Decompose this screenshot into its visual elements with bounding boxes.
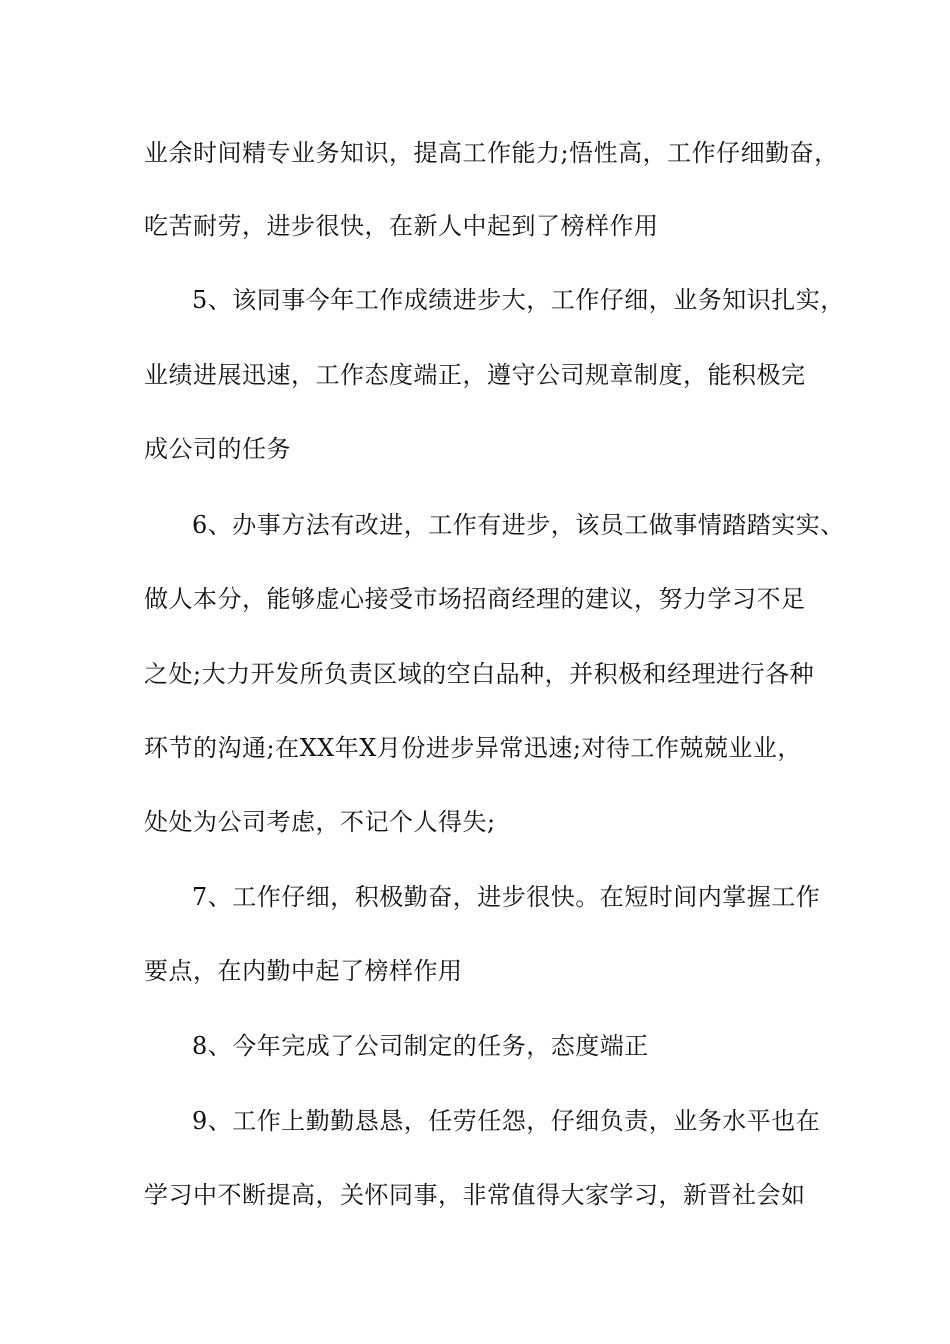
paragraph-line: 9、工作上勤勤恳恳，任劳任怨，仔细负责，业务水平也在	[192, 1107, 821, 1135]
paragraph-line: 之处;大力开发所负责区域的空白品种，并积极和经理进行各种	[144, 660, 815, 688]
paragraph-line: 要点，在内勤中起了榜样作用	[144, 957, 463, 985]
paragraph-line: 业绩进展迅速，工作态度端正，遵守公司规章制度，能积极完	[144, 361, 806, 389]
paragraph-line: 学习中不断提高，关怀同事，非常值得大家学习，新晋社会如	[144, 1181, 806, 1209]
paragraph-line: 8、今年完成了公司制定的任务，态度端正	[192, 1032, 649, 1060]
paragraph-line: 5、该同事今年工作成绩进步大，工作仔细，业务知识扎实，	[192, 286, 845, 314]
paragraph-line: 业余时间精专业务知识，提高工作能力;悟性高，工作仔细勤奋，	[144, 139, 839, 167]
paragraph-line: 吃苦耐劳，进步很快，在新人中起到了榜样作用	[144, 212, 659, 240]
paragraph-line: 成公司的任务	[144, 435, 291, 463]
paragraph-line: 做人本分，能够虚心接受市场招商经理的建议，努力学习不足	[144, 585, 806, 613]
paragraph-line: 环节的沟通;在XX年X月份进步异常迅速;对待工作兢兢业业，	[144, 734, 802, 762]
paragraph-line: 7、工作仔细，积极勤奋，进步很快。在短时间内掌握工作	[192, 883, 821, 911]
paragraph-line: 6、办事方法有改进，工作有进步，该员工做事情踏踏实实、	[192, 511, 845, 539]
paragraph-line: 处处为公司考虑，不记个人得失;	[144, 808, 496, 836]
